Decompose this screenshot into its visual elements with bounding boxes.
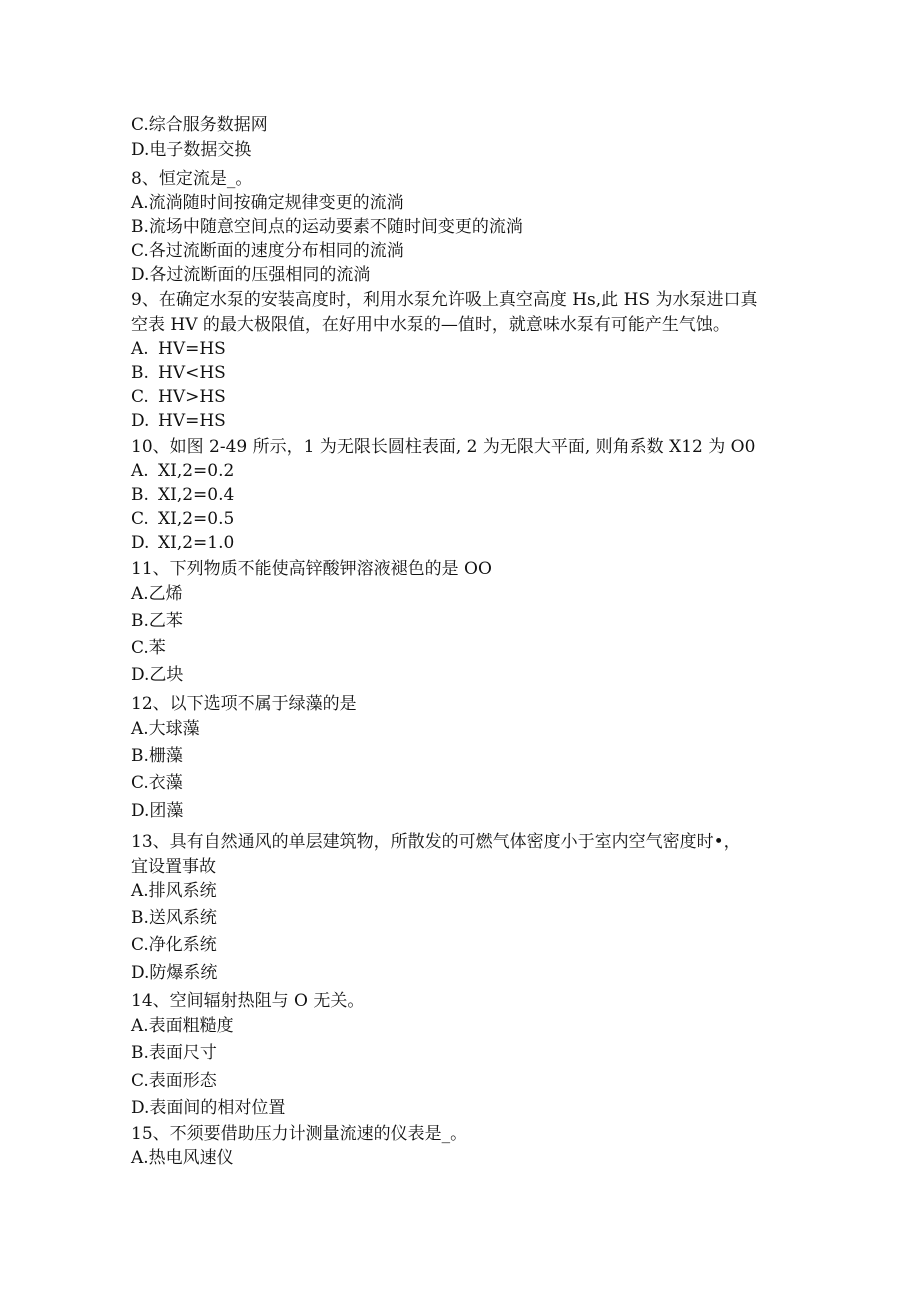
q9-option-c: C. HV>HS: [131, 387, 226, 407]
q10-option-b: B. XI,2=0.4: [131, 485, 235, 505]
q7-option-c: C.综合服务数据网: [131, 115, 268, 135]
q12-stem: 12、以下选项不属于绿藻的是: [131, 694, 357, 714]
q9-stem-line2: 空表 HV 的最大极限值，在好用中水泵的—值时，就意味水泵有可能产生气蚀。: [131, 315, 730, 335]
q14-option-d: D.表面间的相对位置: [131, 1098, 286, 1118]
q14-stem: 14、空间辐射热阻与 O 无关。: [131, 991, 365, 1011]
q8-stem: 8、恒定流是_。: [131, 169, 253, 189]
q12-option-a: A.大球藻: [131, 719, 200, 739]
q11-option-a: A.乙烯: [131, 584, 183, 604]
q15-option-a: A.热电风速仪: [131, 1148, 234, 1168]
q14-option-b: B.表面尺寸: [131, 1043, 217, 1063]
q9-option-a: A. HV=HS: [131, 339, 226, 359]
q11-option-d: D.乙块: [131, 665, 184, 685]
q10-stem: 10、如图 2-49 所示，1 为无限长圆柱表面, 2 为无限大平面, 则角系数 X12 为 O0: [131, 437, 756, 457]
q9-stem-line1: 9、在确定水泵的安装高度时，利用水泵允许吸上真空高度 Hs,此 HS 为水泵进口真: [131, 290, 758, 310]
q11-option-c: C.苯: [131, 638, 166, 658]
q10-option-c: C. XI,2=0.5: [131, 509, 235, 529]
q10-option-a: A. XI,2=0.2: [131, 461, 235, 481]
q11-stem: 11、下列物质不能使高锌酸钾溶液褪色的是 OO: [131, 559, 492, 579]
q12-option-c: C.衣藻: [131, 773, 183, 793]
q8-option-d: D.各过流断面的压强相同的流淌: [131, 265, 371, 285]
q13-option-b: B.送风系统: [131, 908, 217, 928]
q13-option-a: A.排风系统: [131, 881, 217, 901]
q13-stem-line1: 13、具有自然通风的单层建筑物，所散发的可燃气体密度小于室内空气密度时•，: [131, 832, 741, 852]
q7-option-d: D.电子数据交换: [131, 140, 252, 160]
q15-stem: 15、不须要借助压力计测量流速的仪表是_。: [131, 1124, 468, 1144]
q8-option-c: C.各过流断面的速度分布相同的流淌: [131, 241, 404, 261]
q12-option-b: B.栅藻: [131, 746, 183, 766]
q10-option-d: D. XI,2=1.0: [131, 533, 235, 553]
q12-option-d: D.团藻: [131, 801, 184, 821]
q14-option-c: C.表面形态: [131, 1071, 217, 1091]
q8-option-b: B.流场中随意空间点的运动要素不随时间变更的流淌: [131, 217, 523, 237]
q9-option-b: B. HV<HS: [131, 363, 226, 383]
q8-option-a: A.流淌随时间按确定规律变更的流淌: [131, 193, 404, 213]
q9-option-d: D. HV=HS: [131, 411, 226, 431]
q11-option-b: B.乙苯: [131, 611, 183, 631]
q13-option-c: C.净化系统: [131, 935, 217, 955]
q14-option-a: A.表面粗糙度: [131, 1016, 234, 1036]
q13-option-d: D.防爆系统: [131, 963, 218, 983]
q13-stem-line2: 宜设置事故: [131, 857, 216, 877]
